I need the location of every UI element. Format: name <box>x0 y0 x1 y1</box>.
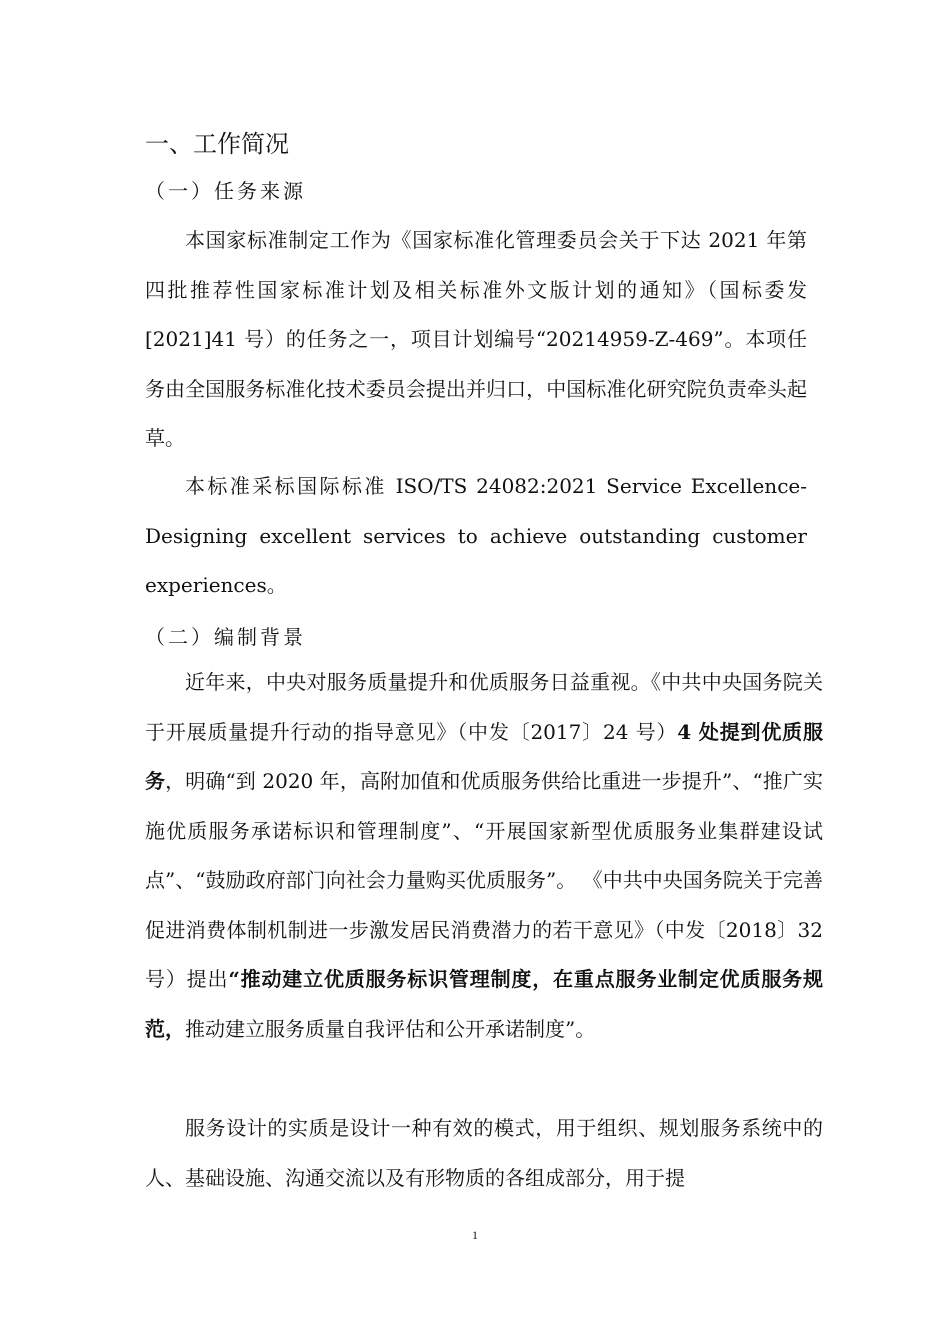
section-heading-task-source: （一）任务来源 <box>145 179 306 203</box>
paragraph-task-source: 本国家标准制定工作为《国家标准化管理委员会关于下达 2021 年第四批推荐性国家标准计划及相关标准外文版计划的通知》（国标委发[2021]41 号）的任务之一，项目计划编号“20214959-Z-469”。本项任务由全国服务标准化技术委员会提出并归口，中国标准化研究院负责牵头起草。 <box>145 228 807 450</box>
paragraph-service-design: 服务设计的实质是设计一种有效的模式，用于组织、规划服务系统中的人、基础设施、沟通交流以及有形物质的各组成部分，用于提 <box>145 1116 823 1190</box>
page-number: 1 <box>472 1228 478 1242</box>
chapter-heading: 一、工作简况 <box>145 130 289 158</box>
background-bold-1: 4 处提到优质服务 <box>145 719 823 793</box>
background-text-3: 推动建立服务质量自我评估和公开承诺制度”。 <box>185 1016 596 1041</box>
background-bold-2: “推动建立优质服务标识管理制度，在重点服务业制定优质服务规范， <box>145 967 823 1041</box>
paragraph-adopted-standard: 本标准采标国际标准 ISO/TS 24082:2021 Service Excellence-Designing excellent services to achieve outstanding customer experiences。 <box>145 474 807 597</box>
background-text-1: 近年来，中央对服务质量提升和优质服务日益重视。《中共中央国务院关于开展质量提升行动的指导意见》（中发〔2017〕24 号） <box>145 670 823 744</box>
paragraph-background <box>145 658 823 1054</box>
section-heading-background: （二）编制背景 <box>145 625 306 649</box>
background-text-2: ，明确“到 2020 年，高附加值和优质服务供给比重进一步提升”、“推广实施优质服务承诺标识和管理制度”、“开展国家新型优质服务业集群建设试点”、“鼓励政府部门向社会力量购买优质服务”。 《中共中央国务院关于完善促进消费体制机制进一步激发居民消费潜力的若干意见》（中发〔2018〕32 号）提出 <box>145 769 824 991</box>
